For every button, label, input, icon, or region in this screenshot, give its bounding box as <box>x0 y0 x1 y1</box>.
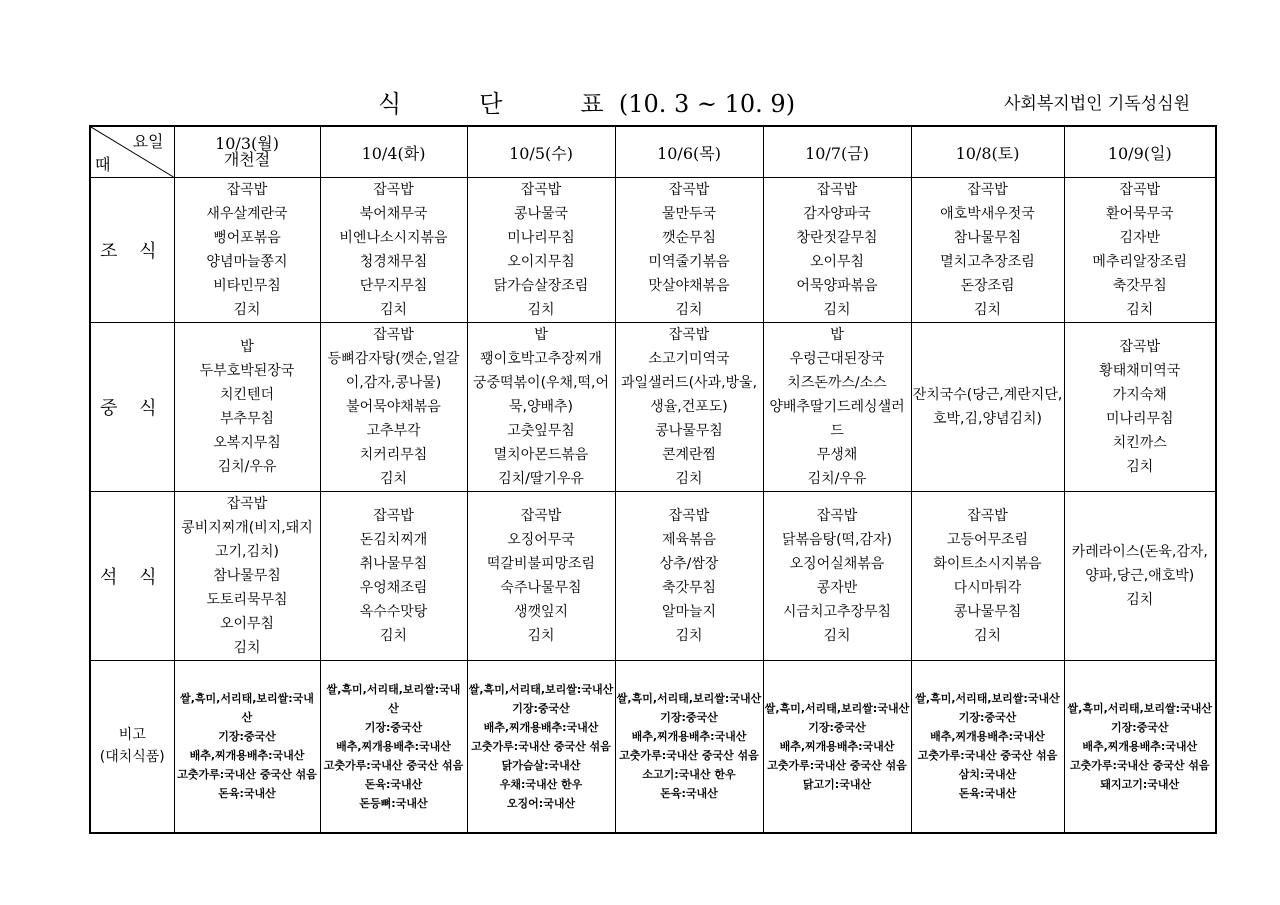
page-title <box>378 84 795 119</box>
dinner-cell-day-6 <box>1064 492 1216 661</box>
menu-item: 치킨텐더 <box>219 387 275 403</box>
day-header: 10/4(화) <box>320 126 467 178</box>
day-header: 10/9(일) <box>1064 126 1216 178</box>
menu-item: 궁중떡볶이(우채,떡,어묵,양배추) <box>472 375 610 415</box>
menu-item: 생깻잎지 <box>513 604 569 620</box>
note-item: 고춧가루:국내산 중국산 섞음 <box>177 768 317 782</box>
note-item: 고춧가루:국내산 중국산 섞음 <box>767 758 907 772</box>
menu-item: 뻥어포볶음 <box>213 230 281 246</box>
breakfast-cell-day-0 <box>174 178 320 323</box>
note-item: 기장:중국산 <box>512 701 570 715</box>
menu-item: 고춧잎무침 <box>507 423 575 439</box>
menu-item: 오징어무국 <box>507 532 575 548</box>
menu-item: 잡곡밥 <box>967 508 1008 524</box>
menu-item: 잡곡밥 <box>668 508 710 524</box>
note-item: 닭고기:국내산 <box>802 777 872 791</box>
menu-item: 오복지무침 <box>213 435 281 451</box>
note-item: 고춧가루:국내산 중국산 섞음 <box>619 749 759 763</box>
note-item: 고춧가루:국내산 중국산 섞음 <box>1069 758 1210 772</box>
menu-item: 잡곡밥 <box>668 327 710 343</box>
lunch-cell-day-6 <box>1064 323 1216 492</box>
breakfast-cell-day-4 <box>763 178 911 323</box>
menu-item: 멸치고추장조림 <box>940 254 1035 270</box>
menu-item: 잡곡밥 <box>226 496 268 512</box>
menu-item: 김치 <box>379 302 408 318</box>
menu-item: 밥 <box>830 327 844 343</box>
note-item: 돈육:국내산 <box>364 777 423 791</box>
menu-item: 김치 <box>233 640 261 656</box>
meal-label-breakfast: 조 식 <box>90 178 174 323</box>
menu-item: 김치 <box>1126 592 1154 608</box>
notes-cell-day-3 <box>615 661 763 833</box>
menu-item: 알마늘지 <box>661 604 717 620</box>
menu-item: 화이트소시지볶음 <box>933 556 1042 572</box>
menu-item: 콩비지찌개(비지,돼지고기,김치) <box>181 520 313 560</box>
note-item: 쌀,흑미,서리태,보리쌀:국내산 <box>915 692 1060 706</box>
menu-item: 다시마튀각 <box>953 580 1022 596</box>
dinner-row <box>90 492 1216 661</box>
corner-ttae-label: 때 <box>95 155 111 174</box>
note-item: 닭가슴살:국내산 <box>501 758 581 772</box>
note-item: 고춧가루:국내산 중국산 섞음 <box>917 749 1058 763</box>
menu-item: 꽹이호박고추장찌개 <box>480 351 602 367</box>
menu-item: 환어묵무국 <box>1105 206 1174 222</box>
menu-item: 김치 <box>973 628 1002 644</box>
menu-item: 잡곡밥 <box>668 182 710 198</box>
note-item: 돈등뼈:국내산 <box>359 796 428 810</box>
day-header: 10/8(토) <box>911 126 1064 178</box>
menu-item: 시금치고추장무침 <box>782 604 892 620</box>
menu-item: 김치 <box>527 628 555 644</box>
menu-item: 고등어무조림 <box>946 532 1029 548</box>
menu-item: 김치 <box>1126 302 1154 318</box>
menu-item: 치킨까스 <box>1112 435 1167 451</box>
notes-row <box>90 661 1216 833</box>
dinner-cell-day-0 <box>174 492 320 661</box>
note-item: 쌀,흑미,서리태,보리쌀:국내산 <box>1067 701 1212 715</box>
title-char-2: 단 <box>479 90 503 118</box>
menu-item: 김치/딸기우유 <box>498 471 584 487</box>
note-item: 기장:중국산 <box>1110 720 1169 734</box>
meal-label-notes <box>90 661 174 833</box>
menu-item: 돈장조림 <box>960 278 1015 294</box>
menu-item: 밥 <box>534 327 548 343</box>
menu-item: 김치/우유 <box>807 471 867 487</box>
menu-item: 숙주나물무침 <box>500 580 582 596</box>
lunch-cell-day-2 <box>467 323 615 492</box>
dinner-cell-day-1 <box>320 492 467 661</box>
menu-item: 잡곡밥 <box>226 182 268 198</box>
menu-item: 돈김치찌개 <box>359 532 428 548</box>
meal-label-lunch: 중 식 <box>90 323 174 492</box>
note-item: 돈육:국내산 <box>958 787 1017 801</box>
menu-item: 김치 <box>379 628 408 644</box>
menu-item: 감자양파국 <box>803 206 871 222</box>
menu-item: 미역줄기볶음 <box>648 254 730 270</box>
breakfast-cell-day-6 <box>1064 178 1216 323</box>
menu-item: 양념마늘쫑지 <box>206 254 288 270</box>
menu-item: 단무지무침 <box>359 278 428 294</box>
menu-item: 닭볶음탕(떡,감자) <box>781 532 893 548</box>
menu-item: 참나물무침 <box>213 568 281 584</box>
menu-item: 과일샐러드(사과,방울,생율,건포도) <box>620 375 758 415</box>
note-item: 배추,찌개용배추:국내산 <box>1082 739 1198 753</box>
lunch-cell-day-5 <box>911 323 1064 492</box>
menu-item: 무생채 <box>816 447 858 463</box>
menu-item: 취나물무침 <box>359 556 428 572</box>
note-item: 쌀,흑미,서리태,보리쌀:국내산 <box>326 682 461 715</box>
menu-item: 맛살야채볶음 <box>648 278 730 294</box>
menu-item: 축갓무침 <box>661 580 717 596</box>
lunch-cell-day-3 <box>615 323 763 492</box>
menu-item: 두부호박된장국 <box>199 363 295 379</box>
menu-item: 김자반 <box>1119 230 1161 246</box>
menu-item: 김치 <box>675 628 703 644</box>
note-item: 오징어:국내산 <box>506 796 576 810</box>
menu-item: 콩나물무침 <box>953 604 1022 620</box>
lunch-cell-day-0 <box>174 323 320 492</box>
day-holiday: 개천절 <box>223 150 271 169</box>
dinner-cell-day-4 <box>763 492 911 661</box>
note-item: 쌀,흑미,서리태,보리쌀:국내산 <box>616 692 762 706</box>
note-item: 기장:중국산 <box>808 720 866 734</box>
menu-item: 애호박새우젓국 <box>940 206 1035 222</box>
menu-item: 떡갈비불피망조림 <box>486 556 596 572</box>
note-item: 고춧가루:국내산 중국산 섞음 <box>323 758 464 772</box>
menu-item: 콩나물무침 <box>655 423 723 439</box>
menu-item: 잡곡밥 <box>816 182 858 198</box>
menu-item: 우엉채조림 <box>359 580 428 596</box>
menu-item: 콩나물국 <box>513 206 569 222</box>
menu-item: 잡곡밥 <box>1119 182 1161 198</box>
day-header: 10/7(금) <box>763 126 911 178</box>
menu-item: 치커리무침 <box>359 447 428 463</box>
menu-item: 우렁근대된장국 <box>789 351 885 367</box>
menu-item: 김치 <box>379 471 408 487</box>
menu-item: 참나물무침 <box>953 230 1022 246</box>
menu-item: 축갓무침 <box>1112 278 1167 294</box>
note-item: 쌀,흑미,서리태,보리쌀:국내산 <box>180 692 314 725</box>
header-row <box>90 126 1216 178</box>
notes-cell-day-0 <box>174 661 320 833</box>
menu-item: 오이지무침 <box>507 254 575 270</box>
menu-item: 새우살계란국 <box>206 206 288 222</box>
breakfast-cell-day-1 <box>320 178 467 323</box>
note-item: 쌀,흑미,서리태,보리쌀:국내산 <box>468 682 614 696</box>
note-item: 배추,찌개용배추:국내산 <box>631 730 747 744</box>
menu-item: 오이무침 <box>809 254 865 270</box>
breakfast-row <box>90 178 1216 323</box>
note-item: 돼지고기:국내산 <box>1100 777 1180 791</box>
note-item: 배추,찌개용배추:국내산 <box>483 720 599 734</box>
note-item: 배추,찌개용배추:국내산 <box>930 730 1045 744</box>
note-item: 기장:중국산 <box>364 720 423 734</box>
menu-item: 북어채무국 <box>359 206 428 222</box>
corner-cell <box>90 126 174 178</box>
note-item: 배추,찌개용배추:국내산 <box>336 739 451 753</box>
dinner-cell-day-5 <box>911 492 1064 661</box>
note-item: 기장:중국산 <box>660 711 718 725</box>
menu-item: 양배추딸기드레싱샐러드 <box>769 399 905 439</box>
corner-yoil-label: 요일 <box>132 132 164 151</box>
menu-item: 김치 <box>233 302 261 318</box>
breakfast-cell-day-5 <box>911 178 1064 323</box>
day-header: 10/6(목) <box>615 126 763 178</box>
menu-item: 고추부각 <box>366 423 421 439</box>
menu-item: 멸치아몬드볶음 <box>493 447 589 463</box>
title-date-range: (10. 3 ~ 10. 9) <box>618 90 796 118</box>
menu-item: 잡곡밥 <box>816 508 858 524</box>
menu-item: 카레라이스(돈육,감자,양파,당근,애호박) <box>1071 544 1208 584</box>
breakfast-cell-day-2 <box>467 178 615 323</box>
title-char-3: 표 <box>580 90 604 118</box>
notes-label-line1: 비고 <box>118 727 146 744</box>
menu-item: 닭가슴살장조림 <box>493 278 589 294</box>
note-item: 기장:중국산 <box>218 730 276 744</box>
notes-cell-day-6 <box>1064 661 1216 833</box>
note-item: 배추,찌개용배추:국내산 <box>189 749 305 763</box>
note-item: 소고기:국내산 한우 <box>642 768 736 782</box>
note-item: 배추,찌개용배추:국내산 <box>779 739 895 753</box>
menu-item: 잡곡밥 <box>373 508 414 524</box>
note-item: 돈육:국내산 <box>218 787 276 801</box>
menu-item: 잡곡밥 <box>1119 339 1161 355</box>
menu-item: 치즈돈까스/소스 <box>787 375 887 391</box>
menu-item: 잡곡밥 <box>520 182 562 198</box>
note-item: 삼치:국내산 <box>958 768 1017 782</box>
menu-item: 황태채미역국 <box>1099 363 1181 379</box>
menu-item: 김치 <box>823 628 851 644</box>
menu-item: 잡곡밥 <box>373 182 414 198</box>
menu-item: 물만두국 <box>661 206 717 222</box>
meal-label-dinner: 석 식 <box>90 492 174 661</box>
dinner-cell-day-3 <box>615 492 763 661</box>
notes-cell-day-5 <box>911 661 1064 833</box>
menu-item: 김치 <box>527 302 555 318</box>
note-item: 기장:중국산 <box>958 711 1017 725</box>
menu-item: 김치 <box>675 302 703 318</box>
organization-name: 사회복지법인 기독성심원 <box>1004 94 1191 114</box>
note-item: 쌀,흑미,서리태,보리쌀:국내산 <box>764 701 910 715</box>
lunch-cell-day-1 <box>320 323 467 492</box>
menu-item: 잔치국수(당근,계란지단,호박,김,양념김치) <box>912 387 1063 427</box>
day-header <box>174 126 320 178</box>
day-date: 10/3(월) <box>215 134 279 153</box>
menu-item: 비엔나소시지볶음 <box>339 230 448 246</box>
menu-item: 콘계란찜 <box>661 447 717 463</box>
menu-item: 미나리무침 <box>507 230 575 246</box>
menu-item: 김치 <box>823 302 851 318</box>
menu-item: 오이무침 <box>219 616 275 632</box>
menu-item: 콩자반 <box>816 580 858 596</box>
menu-item: 잡곡밥 <box>520 508 562 524</box>
menu-item: 잡곡밥 <box>967 182 1008 198</box>
menu-item: 김치 <box>675 471 703 487</box>
breakfast-cell-day-3 <box>615 178 763 323</box>
menu-item: 제육볶음 <box>661 532 717 548</box>
title-char-1: 식 <box>378 90 402 118</box>
menu-item: 가지숙채 <box>1112 387 1167 403</box>
menu-item: 어묵양파볶음 <box>796 278 878 294</box>
notes-cell-day-1 <box>320 661 467 833</box>
menu-item: 밥 <box>240 339 254 355</box>
menu-item: 김치/우유 <box>217 459 277 475</box>
menu-item: 메추리알장조림 <box>1092 254 1188 270</box>
day-header: 10/5(수) <box>467 126 615 178</box>
notes-label-line2: (대치식품) <box>99 749 165 766</box>
menu-item: 등뼈감자탕(깻순,얼갈이,감자,콩나물) <box>327 351 460 391</box>
notes-cell-day-4 <box>763 661 911 833</box>
menu-item: 김치 <box>973 302 1002 318</box>
note-item: 돈육:국내산 <box>660 787 718 801</box>
menu-item: 김치 <box>1126 459 1154 475</box>
menu-item: 깻순무침 <box>661 230 717 246</box>
menu-item: 도토리묵무침 <box>206 592 288 608</box>
menu-item: 부추무침 <box>219 411 275 427</box>
menu-item: 잡곡밥 <box>373 327 414 343</box>
lunch-cell-day-4 <box>763 323 911 492</box>
menu-item: 미나리무침 <box>1105 411 1174 427</box>
menu-item: 비타민무침 <box>213 278 281 294</box>
menu-item: 오징어실채볶음 <box>789 556 885 572</box>
lunch-row <box>90 323 1216 492</box>
note-item: 우채:국내산 한우 <box>499 777 583 791</box>
dinner-cell-day-2 <box>467 492 615 661</box>
menu-item: 청경채무침 <box>359 254 428 270</box>
menu-table <box>89 125 1217 834</box>
menu-item: 상추/쌈장 <box>659 556 719 572</box>
notes-cell-day-2 <box>467 661 615 833</box>
menu-item: 소고기미역국 <box>648 351 730 367</box>
menu-item: 창란젓갈무침 <box>796 230 878 246</box>
menu-item: 불어묵야채볶음 <box>346 399 441 415</box>
menu-item: 옥수수맛탕 <box>359 604 428 620</box>
note-item: 고춧가루:국내산 중국산 섞음 <box>471 739 611 753</box>
